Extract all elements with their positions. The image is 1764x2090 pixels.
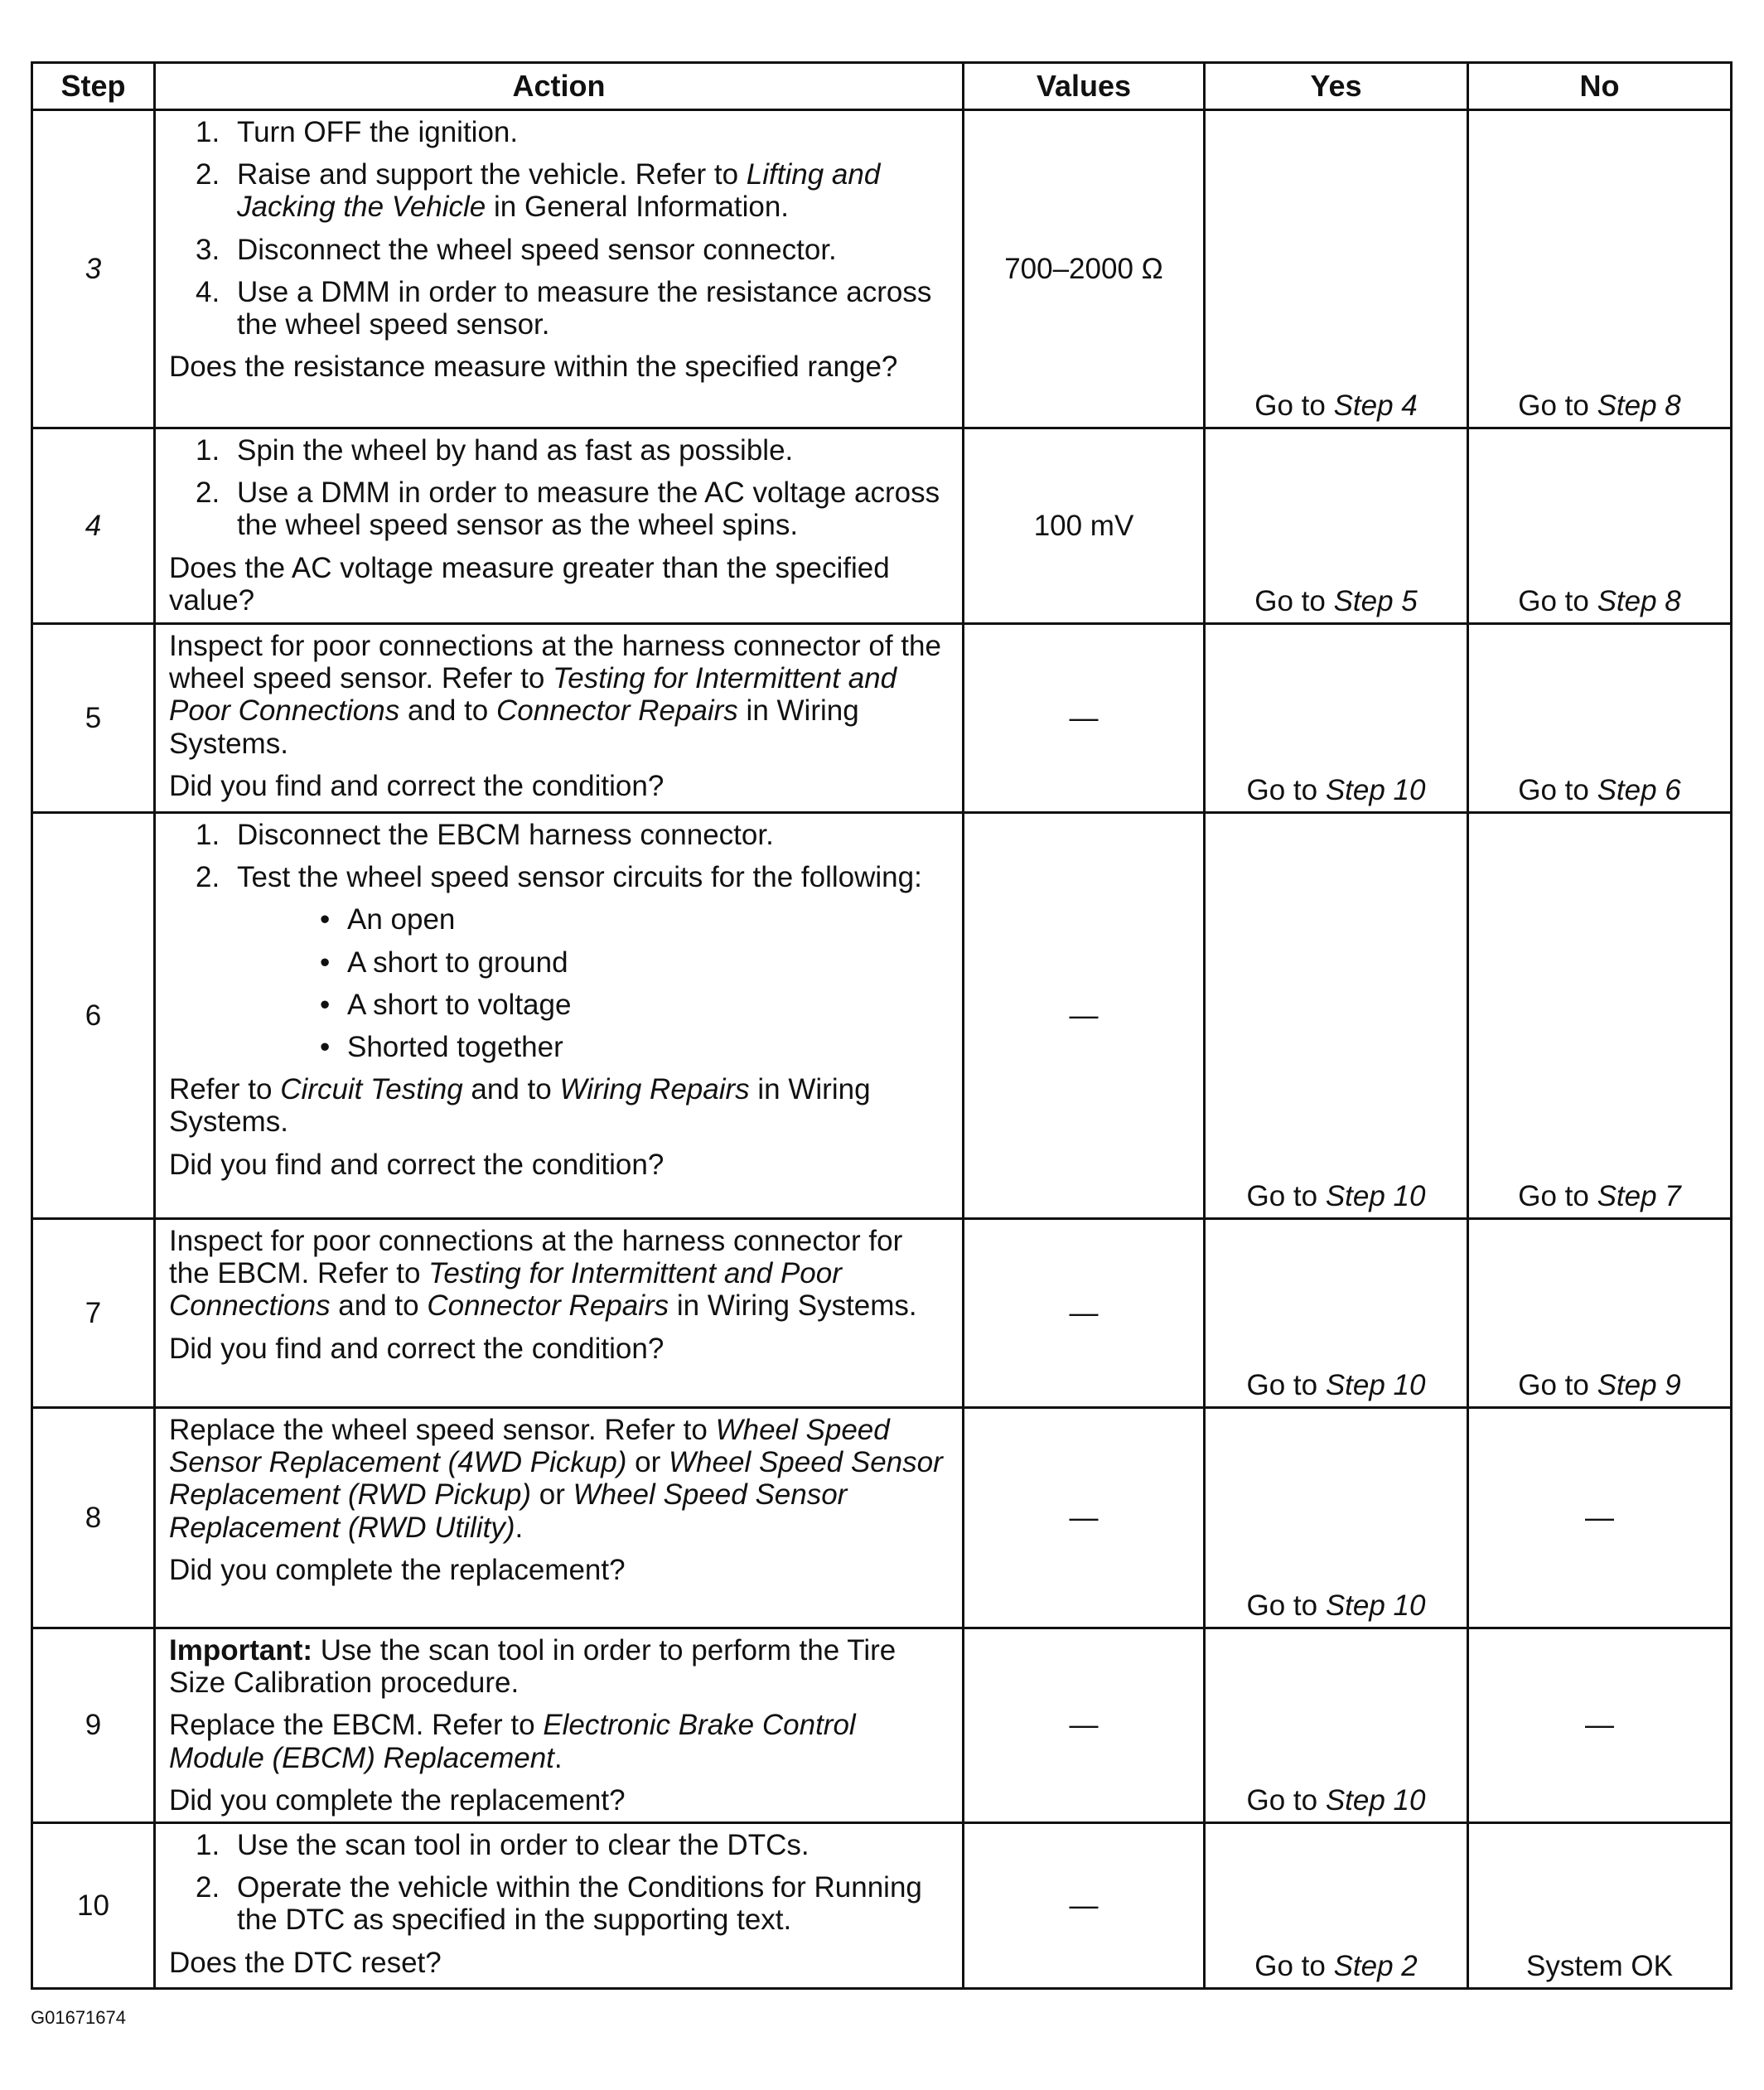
instruction-text — [169, 1414, 950, 1544]
list-item — [169, 234, 950, 266]
step-number: 10 — [32, 1822, 155, 1988]
item-text: Disconnect the EBCM harness connector. — [237, 819, 774, 851]
reference-link-text: Circuit Testing — [280, 1073, 463, 1106]
reference-link-text: Testing for Intermittent and Poor Connections — [169, 1257, 842, 1323]
item-text: Operate the vehicle within the Conditions for Running the DTC as specified in the supporting text. — [237, 1871, 922, 1937]
text-run: . — [515, 1511, 524, 1544]
item-number: 1. — [196, 819, 220, 851]
goto-step: Step 9 — [1597, 1368, 1681, 1401]
item-number: 1. — [196, 1828, 220, 1861]
reference-link-text: Wheel Speed Sensor Replacement (4WD Pickup) — [169, 1414, 890, 1479]
item-number: 2. — [196, 158, 220, 191]
question-text: Does the resistance measure within the specified range? — [169, 351, 898, 384]
item-number: 2. — [196, 861, 220, 894]
list-item — [169, 158, 950, 223]
bullet-text: Shorted together — [347, 1030, 563, 1063]
bullet-text: An open — [347, 903, 456, 936]
value-cell: — — [964, 624, 1205, 813]
item-number: 2. — [196, 1871, 220, 1904]
figure-id: G01671674 — [31, 2007, 126, 2028]
instruction-text — [169, 630, 950, 760]
text-run: . — [553, 1741, 563, 1774]
step-number: 9 — [32, 1628, 155, 1823]
text-run: in Wiring Systems. — [669, 1289, 917, 1323]
yes-cell — [1205, 1822, 1468, 1988]
goto-step: Step 6 — [1597, 773, 1681, 806]
goto-prefix: Go to — [1246, 1368, 1326, 1401]
question-text: Does the AC voltage measure greater than the specified value? — [169, 551, 890, 617]
bullet-item — [237, 903, 950, 936]
list-item — [169, 477, 950, 541]
instruction-text — [169, 1709, 950, 1773]
goto-prefix: Go to — [1518, 1179, 1597, 1212]
table-row — [32, 1822, 1732, 1988]
item-text: Test the wheel speed sensor circuits for the following: — [237, 861, 922, 894]
goto-step: Step 7 — [1597, 1179, 1681, 1212]
goto-prefix: Go to — [1518, 773, 1597, 806]
question-text: Does the DTC reset? — [169, 1946, 442, 1979]
question-text: Did you find and correct the condition? — [169, 769, 665, 802]
item-text: Use a DMM in order to measure the AC voltage across the wheel speed sensor as the wheel spins. — [237, 477, 940, 542]
goto-prefix: Go to — [1518, 584, 1597, 617]
step-number: 5 — [32, 624, 155, 813]
goto-step: Step 8 — [1597, 584, 1681, 617]
question-text: Did you complete the replacement? — [169, 1553, 626, 1586]
yes-cell — [1205, 110, 1468, 428]
item-text: in General Information. — [486, 191, 790, 224]
action-cell — [155, 1822, 964, 1988]
question-text: Did you complete the replacement? — [169, 1783, 626, 1817]
header-step: Step — [32, 63, 155, 110]
reference-link-text: Lifting and Jacking the Vehicle — [237, 158, 881, 224]
reference-link-text: Electronic Brake Control Module (EBCM) Replacement — [169, 1709, 856, 1774]
bullet-item — [237, 946, 950, 979]
bullet-icon: • — [320, 1030, 331, 1063]
bullet-text: A short to ground — [347, 946, 568, 979]
text-run: Replace the EBCM. Refer to — [169, 1709, 544, 1742]
header-row — [32, 63, 1732, 110]
table-row — [32, 1408, 1732, 1628]
goto-step: Step 2 — [1333, 1949, 1418, 1982]
goto-prefix: Go to — [1246, 1179, 1326, 1212]
step-number: 7 — [32, 1219, 155, 1408]
action-cell — [155, 110, 964, 428]
action-cell — [155, 813, 964, 1219]
yes-cell — [1205, 624, 1468, 813]
numbered-list — [169, 1829, 950, 1937]
action-cell — [155, 624, 964, 813]
bullet-icon: • — [320, 988, 331, 1021]
reference-link-text: Wheel Speed Sensor Replacement (RWD Utility) — [169, 1478, 848, 1544]
table-row — [32, 1628, 1732, 1823]
value-cell: — — [964, 813, 1205, 1219]
action-cell — [155, 1219, 964, 1408]
yes-cell — [1205, 1628, 1468, 1823]
text-run: in Wiring Systems. — [169, 1073, 871, 1139]
goto-step: Step 4 — [1333, 389, 1418, 422]
header-no: No — [1468, 63, 1732, 110]
header-action: Action — [155, 63, 964, 110]
value-cell: — — [964, 1408, 1205, 1628]
table-row — [32, 428, 1732, 624]
numbered-list — [169, 434, 950, 542]
yes-cell — [1205, 813, 1468, 1219]
item-text: Disconnect the wheel speed sensor connector. — [237, 233, 837, 266]
no-cell — [1468, 1219, 1732, 1408]
action-cell — [155, 428, 964, 624]
item-number: 1. — [196, 434, 220, 467]
list-item — [169, 1829, 950, 1861]
table-row — [32, 624, 1732, 813]
reference-link-text: Testing for Intermittent and Poor Connections — [169, 662, 897, 728]
header-yes: Yes — [1205, 63, 1468, 110]
list-item — [169, 276, 950, 341]
value-cell: — — [964, 1822, 1205, 1988]
action-cell — [155, 1408, 964, 1628]
goto-step: Step 10 — [1325, 1179, 1426, 1212]
goto-prefix: Go to — [1254, 584, 1334, 617]
instruction-text — [169, 1225, 950, 1323]
step-number: 6 — [32, 813, 155, 1219]
step-number: 4 — [32, 428, 155, 624]
table-row — [32, 813, 1732, 1219]
goto-step: Step 10 — [1325, 773, 1426, 806]
reference-link-text: Connector Repairs — [427, 1289, 669, 1323]
bullet-list — [237, 903, 950, 1063]
text-run: Inspect for poor connections at the harness connector for the EBCM. Refer to — [169, 1225, 903, 1290]
no-cell: — — [1468, 1408, 1732, 1628]
value-cell: 100 mV — [964, 428, 1205, 624]
list-item — [169, 1871, 950, 1936]
important-note — [169, 1634, 950, 1699]
text-run: Replace the wheel speed sensor. Refer to — [169, 1414, 716, 1446]
step-number: 8 — [32, 1408, 155, 1628]
bullet-text: A short to voltage — [347, 988, 572, 1021]
goto-step: Step 10 — [1325, 1783, 1426, 1817]
no-cell: System OK — [1468, 1822, 1732, 1988]
header-values: Values — [964, 63, 1205, 110]
reference-link-text: Connector Repairs — [496, 694, 738, 728]
value-cell: 700–2000 Ω — [964, 110, 1205, 428]
text-run: in Wiring Systems. — [169, 694, 859, 760]
goto-step: Step 8 — [1597, 389, 1681, 422]
yes-cell — [1205, 428, 1468, 624]
table-row — [32, 1219, 1732, 1408]
important-label: Important: — [169, 1634, 313, 1667]
diagnostic-table — [31, 61, 1733, 1990]
question-text: Did you find and correct the condition? — [169, 1332, 665, 1365]
text-run: Use the scan tool in order to perform the Tire Size Calibration procedure. — [169, 1634, 896, 1700]
item-number: 4. — [196, 275, 220, 308]
text-run: or — [626, 1446, 669, 1479]
reference-link-text: Wiring Repairs — [559, 1073, 750, 1106]
item-number: 3. — [196, 233, 220, 266]
list-item — [169, 116, 950, 148]
table-row — [32, 110, 1732, 428]
text-run: and to — [330, 1289, 428, 1323]
goto-prefix: Go to — [1254, 1949, 1334, 1982]
bullet-item — [237, 1031, 950, 1063]
list-item — [169, 819, 950, 851]
no-cell — [1468, 813, 1732, 1219]
yes-cell — [1205, 1408, 1468, 1628]
text-run: or — [531, 1478, 573, 1512]
question-text: Did you find and correct the condition? — [169, 1148, 665, 1181]
reference-link-text: Wheel Speed Sensor Replacement (RWD Pickup) — [169, 1446, 943, 1512]
item-text: Raise and support the vehicle. Refer to — [237, 158, 747, 191]
text-run: Refer to — [169, 1073, 281, 1106]
text-run: and to — [399, 694, 496, 728]
goto-prefix: Go to — [1518, 1368, 1597, 1401]
no-cell: — — [1468, 1628, 1732, 1823]
numbered-list — [169, 116, 950, 341]
list-item — [169, 434, 950, 467]
yes-cell — [1205, 1219, 1468, 1408]
item-number: 2. — [196, 477, 220, 510]
bullet-icon: • — [320, 903, 331, 936]
list-item — [169, 861, 950, 1063]
numbered-list — [169, 819, 950, 1063]
item-text: Spin the wheel by hand as fast as possible. — [237, 434, 794, 467]
goto-step: Step 10 — [1325, 1589, 1426, 1622]
goto-prefix: Go to — [1518, 389, 1597, 422]
goto-step: Step 10 — [1325, 1368, 1426, 1401]
item-text: Turn OFF the ignition. — [237, 116, 519, 148]
action-cell — [155, 1628, 964, 1823]
item-text: Use the scan tool in order to clear the DTCs. — [237, 1828, 810, 1861]
text-run: Inspect for poor connections at the harness connector of the wheel speed sensor. Refer to — [169, 630, 941, 695]
no-cell — [1468, 624, 1732, 813]
goto-step: Step 5 — [1333, 584, 1418, 617]
bullet-icon: • — [320, 946, 331, 979]
item-number: 1. — [196, 116, 220, 148]
item-text: Use a DMM in order to measure the resistance across the wheel speed sensor. — [237, 275, 932, 341]
goto-prefix: Go to — [1246, 1589, 1326, 1622]
text-run: and to — [462, 1073, 560, 1106]
value-cell: — — [964, 1219, 1205, 1408]
instruction-text — [169, 1073, 950, 1138]
no-cell — [1468, 428, 1732, 624]
goto-prefix: Go to — [1254, 389, 1334, 422]
no-cell — [1468, 110, 1732, 428]
value-cell: — — [964, 1628, 1205, 1823]
goto-prefix: Go to — [1246, 1783, 1326, 1817]
step-number: 3 — [32, 110, 155, 428]
bullet-item — [237, 989, 950, 1021]
goto-prefix: Go to — [1246, 773, 1326, 806]
